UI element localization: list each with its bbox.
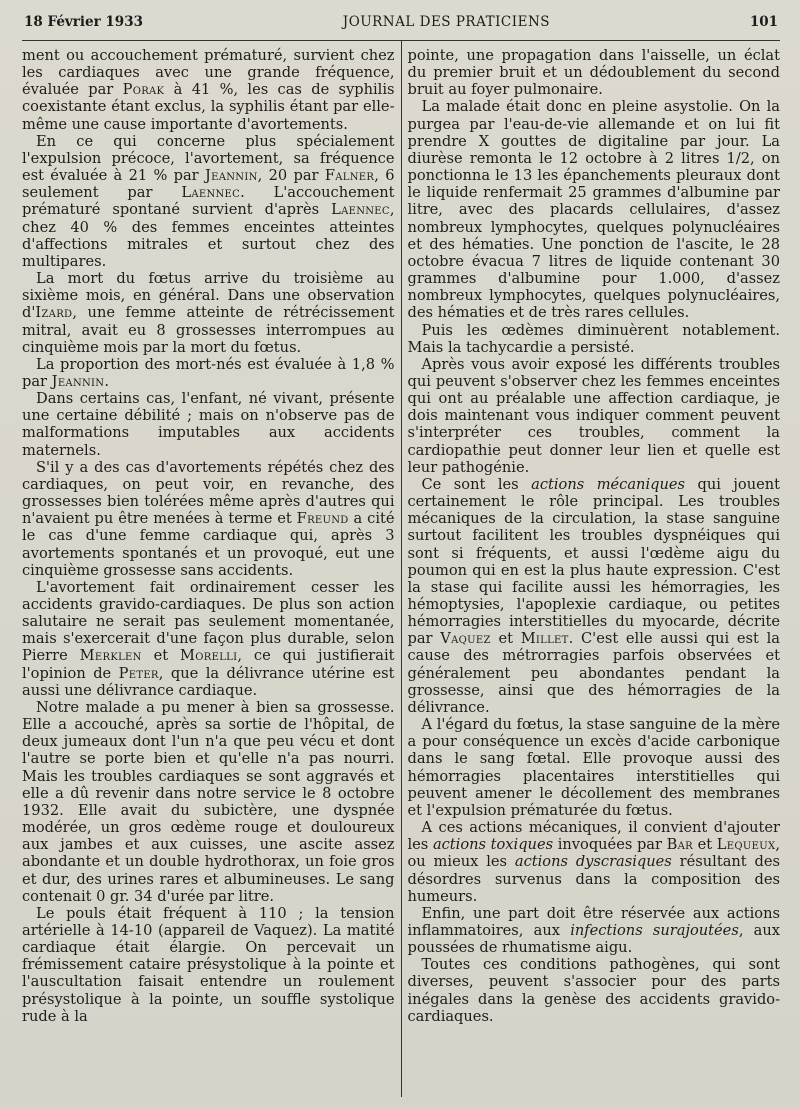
text-run: ment ou accouchement prématuré, survient chez les cardiaques avec une grande fréquence, évaluée par — [22, 47, 395, 99]
emphasis-text: actions dyscrasiques — [514, 853, 672, 871]
text-run: et — [693, 836, 717, 854]
text-run: , chez 40 % des femmes enceintes atteintes d'affections mitrales et surtout chez des multipares. — [22, 201, 395, 270]
page-header — [22, 14, 780, 36]
text-run: invoquées par — [553, 836, 667, 854]
text-run: Enfin, une part doit être réservée aux actions inflammatoires, aux — [407, 904, 780, 939]
paragraph — [22, 133, 395, 270]
emphasis-text: actions mécaniques — [531, 475, 685, 493]
article-columns — [22, 47, 780, 1097]
paragraph — [22, 699, 395, 905]
emphasis-text: actions toxiques — [432, 836, 554, 854]
text-run: Dans certains cas, l'enfant, né vivant, présente une certaine débilité ; mais on n'observe pas de malformations imputables aux accidents maternels. — [22, 390, 395, 459]
paragraph — [408, 47, 781, 98]
text-run: à 41 %, les cas de syphilis coexistante étant exclus, la syphilis étant par elle-même une cause importante d'avortements. — [22, 81, 395, 133]
text-run: et — [490, 630, 521, 648]
paragraph — [22, 390, 395, 459]
author-name: Peter — [118, 664, 159, 682]
text-run: A ces actions mécaniques, il convient d'ajouter les — [407, 819, 780, 854]
text-run: Ce sont les — [421, 475, 532, 493]
journal-title: JOURNAL DES PRATICIENS — [342, 14, 551, 30]
paragraph — [408, 819, 781, 905]
paragraph — [408, 356, 781, 476]
text-run: L'avortement fait ordinairement cesser les accidents gravido-cardiaques. De plus son action salutaire ne serait pas seulement momentanée, mais s'exercerait d'une façon plus durable, selon Pierre — [22, 578, 395, 665]
author-name: Millet — [520, 630, 569, 648]
paragraph — [408, 716, 781, 819]
text-run: La malade était donc en pleine asystolie. On la purgea par l'eau-de-vie allemande et on lui fit prendre X gouttes de digitaline par jour. La diurèse remonta le 12 octobre à 2 litres 1/2, on ponctionna le 13 les épanchements pleuraux dont le liquide renfermait 25 grammes d'albumine par litre, avec des placards cellulaires, d'assez nombreux lymphocytes, quelques polynucléaires et des hématies. Une ponction de l'ascite, le 28 octobre évacua 7 litres de liquide contenant 30 grammes d'albumine pour 1.000, d'assez nombreux lymphocytes, quelques polynucléaires, des hématies et de très rares cellules. — [407, 98, 780, 322]
paragraph — [22, 270, 395, 356]
paragraph — [408, 98, 781, 321]
text-run: Puis les œdèmes diminuèrent notablement. Mais la tachycardie a persisté. — [407, 321, 780, 356]
author-name: Vaquez — [440, 630, 491, 648]
right-column — [402, 47, 781, 1097]
text-run: qui jouent certainement le rôle principal. Les troubles mécaniques de la circulation, la stase sanguine surtout facilitent les troubles dyspnéiques qui sont si fréquents, et aussi l'œdème aigu du poumon qui en est la plus haute expression. C'est la stase qui facilite aussi les hémorragies, les hémoptysies, l'apoplexie cardiaque, ou petites hémorragies interstitielles du myocarde, décrite par — [407, 475, 780, 648]
text-run: . — [104, 372, 109, 390]
text-run: Le pouls était fréquent à 110 ; la tension artérielle à 14-10 (appareil de Vaquez). La matité cardiaque était élargie. On percevait un frémissement cataire présystolique à la pointe et l'auscultation faisait entendre un roulement présystolique à la pointe, un souffle systolique rude à la — [22, 904, 395, 1025]
author-name: Laennec — [331, 201, 390, 219]
left-column — [22, 47, 401, 1097]
emphasis-text: infections surajoutées — [570, 921, 739, 939]
paragraph — [22, 356, 395, 390]
text-run: S'il y a des cas d'avortements répétés chez des cardiaques, on peut voir, en revanche, des grossesses bien tolérées même après d'autres qui n'avaient pu être menées à terme et — [22, 458, 395, 528]
author-name: Merklen — [79, 647, 142, 665]
author-name: Falner — [324, 167, 375, 185]
paragraph — [408, 322, 781, 356]
text-run: résultant des désordres survenus dans la composition des humeurs. — [407, 853, 780, 905]
text-run: , 20 par — [257, 167, 325, 185]
author-name: Bar — [666, 836, 694, 854]
author-name: Morelli — [180, 647, 238, 665]
author-name: Jeannin — [204, 167, 258, 185]
paragraph — [408, 905, 781, 956]
text-run: . L'accouchement prématuré spontané survient d'après — [22, 184, 395, 219]
paragraph — [22, 905, 395, 1025]
paragraph — [408, 956, 781, 1025]
text-run: , que la délivrance utérine est aussi une délivrance cardiaque. — [22, 664, 395, 699]
author-name: Izard — [35, 304, 73, 322]
author-name: Lequeux — [716, 836, 776, 854]
text-run: et — [141, 647, 181, 665]
author-name: Jeannin — [51, 372, 105, 390]
paragraph — [408, 476, 781, 716]
paragraph — [22, 579, 395, 699]
author-name: Freund — [296, 510, 349, 528]
text-run: En ce qui concerne plus spécialement l'expulsion précoce, l'avortement, sa fréquence est évaluée à 21 % par — [22, 132, 395, 185]
text-run: La proportion des mort-nés est évaluée à 1,8 % par — [22, 355, 395, 390]
text-run: a cité le cas d'une femme cardiaque qui, après 3 avortements spontanés et un provoqué, eut une cinquième grossesse sans accidents. — [22, 510, 395, 579]
text-run: Toutes ces conditions pathogènes, qui sont diverses, peuvent s'associer pour des parts inégales dans la genèse des accidents gravido-cardiaques. — [407, 956, 780, 1025]
text-run: La mort du fœtus arrive du troisième au sixième mois, en général. Dans une observation d' — [22, 270, 395, 322]
text-run: , ce qui justifierait l'opinion de — [22, 647, 395, 682]
text-run: pointe, une propagation dans l'aisselle, un éclat du premier bruit et un dédoublement du second bruit au foyer pulmonaire. — [407, 47, 780, 99]
author-name: Porak — [122, 81, 165, 99]
text-run: , ou mieux les — [407, 836, 780, 871]
paragraph — [22, 459, 395, 579]
text-run: , aux poussées de rhumatisme aigu. — [407, 921, 780, 957]
text-run: A l'égard du fœtus, la stase sanguine de la mère a pour conséquence un excès d'acide carbonique dans le sang fœtal. Elle provoque aussi des hémorragies placentaires interstitielles qui peuvent amener le décollement des membranes et l'expulsion prématurée du fœtus. — [407, 716, 780, 819]
text-run: , une femme atteinte de rétrécissement mitral, avait eu 8 grossesses interrompues au cinquième mois par la mort du fœtus. — [22, 304, 395, 356]
text-run: Après vous avoir exposé les différents troubles qui peuvent s'observer chez les femmes enceintes qui ont au préalable une affection cardiaque, je dois maintenant vous indiquer comment peuvent s'interpréter ces troubles, comment la cardiopathie peut donner leur lien et quelle est leur pathogénie. — [407, 355, 780, 476]
issue-date: 18 Février 1933 — [24, 14, 143, 30]
page-number: 101 — [749, 14, 778, 30]
text-run: , 6 seulement par — [22, 167, 395, 202]
author-name: Laennec — [181, 184, 241, 202]
text-run: . C'est elle aussi qui est la cause des métrorragies parfois observées et généralement peu abondantes pendant la grossesse, ainsi que des hémorragies de la délivrance. — [407, 630, 780, 716]
text-run: Notre malade a pu mener à bien sa grossesse. Elle a accouché, après sa sortie de l'hôpital, de deux jumeaux dont l'un n'a que peu vécu et dont l'autre se porte bien et qu'elle n'a pas nourri. Mais les troubles cardiaques se sont aggravés et elle a dû revenir dans notre service le 8 octobre 1932. Elle avait du subictère, une dyspnée modérée, un gros œdème rouge et douloureux aux jambes et aux cuisses, une ascite assez abondante et un double hydrothorax, un foie gros et dur, des urines rares et albumineuses. Le sang contenait 0 gr. 34 d'urée par litre. — [22, 698, 395, 905]
paragraph — [22, 47, 395, 133]
